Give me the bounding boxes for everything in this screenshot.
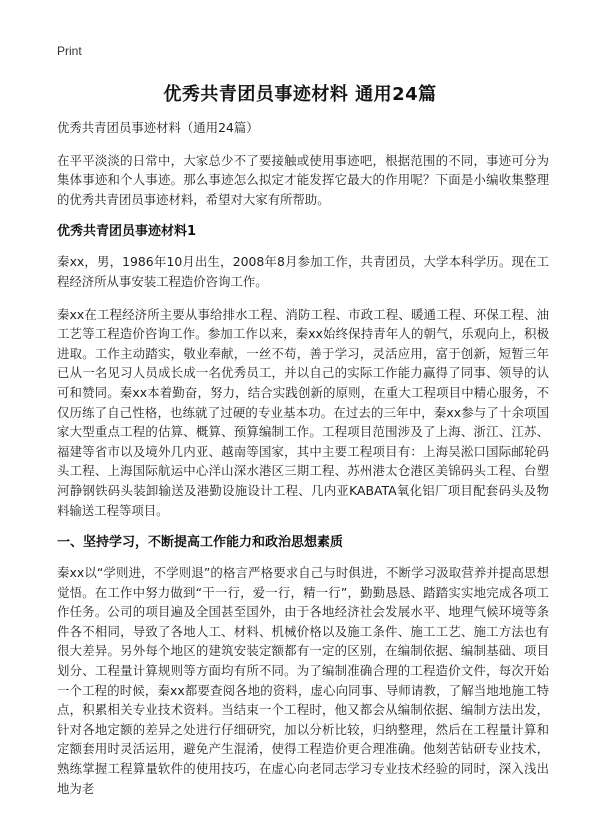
section-heading-2: 一、坚持学习，不断提高工作能力和政治思想素质	[57, 535, 344, 551]
paragraph-2: 秦xx在工程经济所主要从事给排水工程、消防工程、市政工程、暖通工程、环保工程、油工艺等工程造价咨询工作。参加工作以来，秦xx始终保持青年人的朝气，乐观向上，积极进取。工作主动踏实，敬业奉献，一丝不苟，善于学习，灵活应用，富于创新，短暂三年已从一名见习人员成长成一名优秀员工，并以自己的实际工作能力赢得了同事、领导的认可和赞同。秦xx本着勤奋，努力，结合实践创新的原则，在重大工程项目中精心服务，不仅历练了自己性格，也练就了过硬的专业基本功。在过去的三年中，秦xx参与了十余项国家大型重点工程的估算、概算、预算编制工作。工程项目范围涉及了上海、浙江、江苏、福建等省市以及境外几内亚、越南等国家，其中主要工程项目有：上海吴淞口国际邮轮码头工程、上海国际航运中心洋山深水港区三期工程、苏州港太仓港区美锦码头工程、台塑河静钢铁码头装卸输送及港勤设施设计工程、几内亚KABATA氧化铝厂项目配套码头及物料输送工程等项目。	[57, 306, 549, 518]
article-subtitle: 优秀共青团员事迹材料（通用24篇）	[57, 120, 259, 135]
article-body	[57, 118, 549, 798]
paragraph-3: 秦xx以“学则进，不学则退”的格言严格要求自己与时俱进，不断学习汲取营养并提高思想觉悟。在工作中努力做到“干一行，爱一行，精一行”，勤勤恳恳、踏踏实实地完成各项工作任务。公司的项目遍及全国甚至国外，由于各地经济社会发展水平、地理气候环境等条件各不相同，导致了各地人工、材料、机械价格以及施工条件、施工工艺、施工方法也有很大差异。另外每个地区的建筑安装定额都有一定的区别，在编制依据、编制基础、项目划分、工程量计算规则等方面均有所不同。为了编制准确合理的工程造价文件，每次开始一个工程的时候，秦xx都要查阅各地的资料，虚心向同事、导师请教，了解当地地施工特点，积累相关专业技术资料。当结束一个工程时，他又都会从编制依据、编制方法出发，针对各地定额的差异之处进行仔细研究，加以分析比较，归纳整理，然后在工程量计算和定额套用时灵活运用，避免产生混淆，使得工程造价更合理准确。他刻苦钻研专业技术，熟练掌握工程算量软件的使用技巧，在虚心向老同志学习专业技术经验的同时，深入浅出地为老	[57, 565, 549, 796]
intro-paragraph: 在平平淡淡的日常中，大家总少不了要接触或使用事迹吧，根据范围的不同，事迹可分为集体事迹和个人事迹。那么事迹怎么拟定才能发挥它最大的作用呢？下面是小编收集整理的优秀共青团员事迹材料，希望对大家有所帮助。	[57, 152, 549, 207]
print-link[interactable]: Print	[57, 44, 82, 58]
section-heading-1: 优秀共青团员事迹材料1	[57, 224, 197, 240]
page-title: 优秀共青团员事迹材料 通用24篇	[163, 84, 437, 105]
paragraph-1: 秦xx，男，1986年10月出生，2008年8月参加工作，共青团员，大学本科学历。现在工程经济所从事安装工程造价咨询工作。	[57, 254, 549, 289]
